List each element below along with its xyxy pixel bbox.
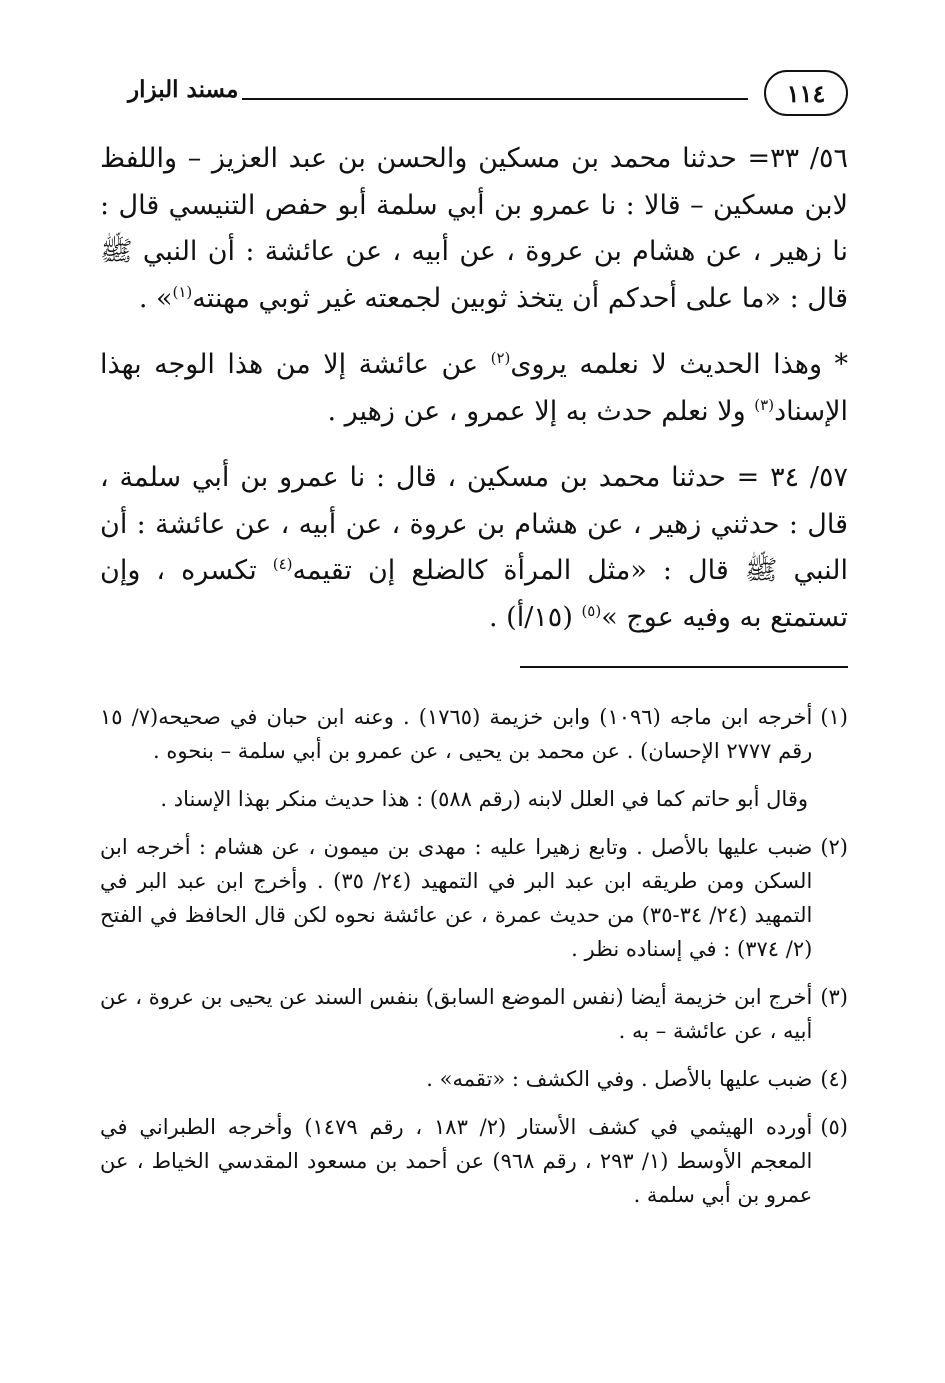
- footnote-divider: [520, 666, 848, 668]
- hadith-tail: » .: [138, 282, 173, 314]
- commentary-tail: ولا نعلم حدث به إلا عمرو ، عن زهير .: [327, 395, 755, 427]
- hadith-paragraph: [100, 136, 848, 322]
- commentary-text: * وهذا الحديث لا نعلمه يروى: [510, 349, 848, 380]
- commentary-paragraph: [100, 342, 848, 435]
- footnote-continuation: [100, 782, 848, 816]
- hadith-mid: تكسره ، وإن تستمتع به وفيه عوج »: [100, 555, 848, 633]
- hadith-tail: (١٥/أ) .: [489, 601, 582, 633]
- footnote-number: (١): [820, 705, 848, 729]
- footnote-text: ضبب عليها بالأصل . وتابع زهيرا عليه : مهدى بن ميمون ، عن هشام : أخرجه ابن السكن ومن طريقه ابن عبد البر في التمهيد (٢٤/ ٣٥) . وأخرج ابن عبد البر في التمهيد (٢٤/ ٣٤-٣٥) من حديث عمرة ، عن عائشة نحوه لكن قال الحافظ في الفتح (٢/ ٣٧٤) : في إسناده نظر .: [100, 835, 813, 961]
- footnote-ref: (٣): [754, 395, 775, 414]
- book-title: مسند البزار: [128, 76, 239, 103]
- footnotes: [100, 700, 848, 1226]
- footnote-ref: (٢): [490, 349, 511, 367]
- footnote-text: ضبب عليها بالأصل . وفي الكشف : «تقمه» .: [426, 1067, 813, 1091]
- footnote-ref: (١): [172, 282, 193, 301]
- footnote-ref: (٥): [581, 601, 602, 620]
- footnote-number: (٢): [820, 835, 848, 859]
- hadith-paragraph: [100, 455, 848, 641]
- footnote-number: (٥): [820, 1115, 848, 1139]
- footnote: [100, 1110, 848, 1212]
- hadith-text: ٥٦/ ٣٣= حدثنا محمد بن مسكين والحسن بن عبد العزيز – واللفظ لابن مسكين – قالا : نا عمرو بن أبي سلمة أبو حفص التنيسي قال : نا زهير ، عن هشام بن عروة ، عن أبيه ، عن عائشة : أن النبي ﷺ قال : «ما على أحدكم أن يتخذ ثوبين لجمعته غير ثوبي مهنته: [100, 143, 848, 314]
- page-header: [100, 66, 848, 126]
- footnote-text: أورده الهيثمي في كشف الأستار (٢/ ١٨٣ ، رقم ١٤٧٩) وأخرجه الطبراني في المعجم الأوسط (١/ ٢٩٣ ، رقم ٩٦٨) عن أحمد بن مسعود المقدسي الخياط ، عن عمرو بن أبي سلمة .: [100, 1115, 813, 1207]
- footnote-text: أخرج ابن خزيمة أيضا (نفس الموضع السابق) بنفس السند عن يحيى بن عروة ، عن أبيه ، عن عائشة – به .: [100, 985, 813, 1043]
- page-number: ١١٤: [764, 70, 848, 116]
- header-rule: [242, 98, 748, 100]
- footnote-ref: (٤): [272, 555, 293, 573]
- footnote-text: وقال أبو حاتم كما في العلل لابنه (رقم ٥٨٨) : هذا حديث منكر بهذا الإسناد .: [160, 787, 808, 811]
- footnote: [100, 830, 848, 966]
- hadith-text: ٥٧/ ٣٤ = حدثنا محمد بن مسكين ، قال : نا عمرو بن أبي سلمة ، قال : حدثني زهير ، عن هشام بن عروة ، عن أبيه ، عن عائشة : أن النبي ﷺ قال : «مثل المرأة كالضلع إن تقيمه: [100, 462, 849, 586]
- footnote: [100, 700, 848, 768]
- footnote: [100, 980, 848, 1048]
- commentary-mid: عن عائشة إلا من هذا الوجه بهذا الإسناد: [100, 349, 848, 427]
- footnote-text: أخرجه ابن ماجه (١٠٩٦) وابن خزيمة (١٧٦٥) . وعنه ابن حبان في صحيحه(٧/ ١٥ رقم ٢٧٧٧ الإحسان) . عن محمد بن يحيى ، عن عمرو بن أبي سلمة – بنحوه .: [100, 705, 813, 763]
- footnote-number: (٣): [820, 985, 848, 1009]
- footnote: [100, 1062, 848, 1096]
- footnote-number: (٤): [820, 1067, 848, 1091]
- main-text: [100, 136, 848, 641]
